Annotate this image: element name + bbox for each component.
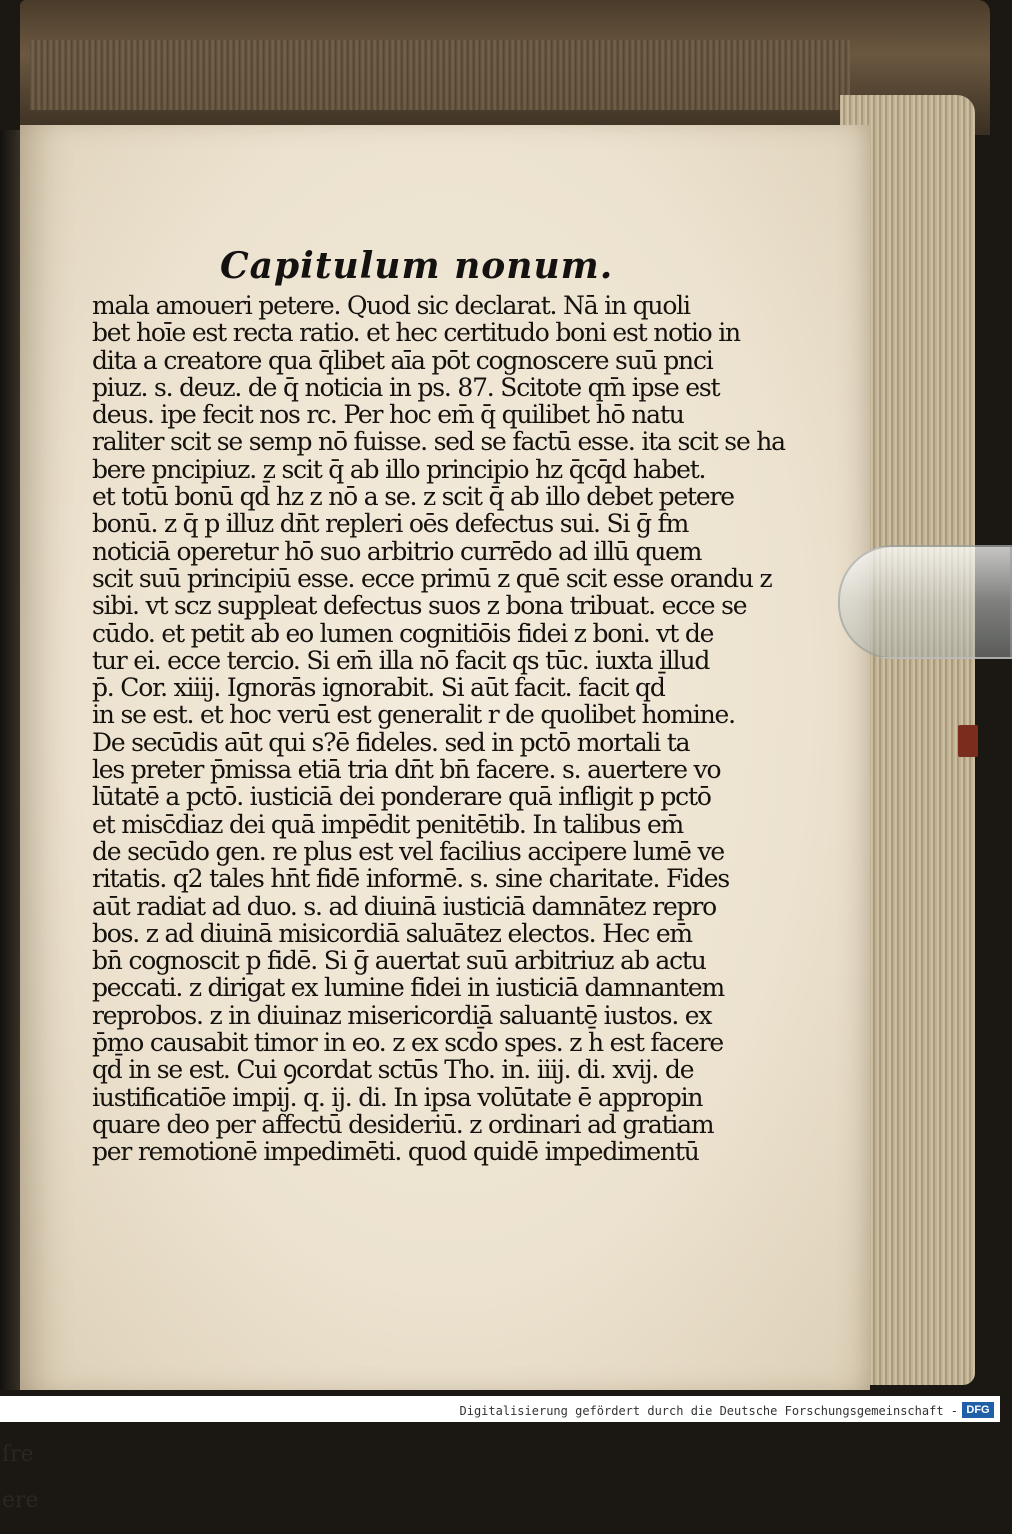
text-line: peccati. z dirigat ex lumine fidei in iusticiā damnantem	[92, 973, 725, 1003]
text-line: reprobos. z in diuinaz misericordiā saluantē iustos. ex	[92, 1000, 712, 1030]
text-line: iustificatiōe impij. q. ij. di. In ipsa volūtate ē appropin	[92, 1082, 703, 1112]
left-page-fragment: ſre	[2, 1442, 34, 1467]
text-line: lūtatē a pctō. iusticiā dei ponderare quā infligit p pctō	[92, 782, 711, 812]
text-line: bet hoīe est recta ratio. et hec certitudo boni est notio in	[92, 318, 740, 348]
text-line: mala amoueri petere. Quod sic declarat. Nā in quoli	[92, 291, 690, 320]
text-line: cūdo. et petit ab eo lumen cognitiōis fidei z boni. vt de	[92, 618, 714, 648]
text-line: p̄. Cor. xiiij. Ignorās ignorabit. Si aūt facit. facit qd̄	[92, 673, 665, 703]
text-line: et misc̄diaz dei quā impēdit penitētib. In talibus em̄	[92, 809, 684, 839]
text-line: p̄mo causabit timor in eo. z ex scd̄o spes. z h̄ est facere	[92, 1028, 723, 1058]
text-line: sibi. vt scz suppleat defectus suos z bona tribuat. ecce se	[92, 591, 747, 621]
left-page-fragment: ere	[2, 1488, 39, 1513]
text-line: bn̄ cognoscit p fidē. Si ḡ auertat suū arbitriuz ab actu	[92, 946, 706, 976]
body-text	[92, 291, 785, 1167]
text-line: ritatis. q2 tales hn̄t fidē informē. s. sine charitate. Fides	[92, 864, 729, 894]
text-line: scit suū principiū esse. ecce primū z quē scit esse orandu z	[92, 563, 772, 593]
text-line: de secūdo gen. re plus est vel facilius accipere lumē ve	[92, 836, 724, 866]
left-page-curl	[0, 130, 22, 1390]
text-line: noticiā operetur hō suo arbitrio currēdo ad illū quem	[92, 536, 702, 566]
text-line: quare deo per affectū desideriū. z ordinari ad gratiam	[92, 1109, 714, 1139]
text-line: bonū. z q̄ p illuz dn̄t repleri oēs defectus sui. Si ḡ fm	[92, 509, 689, 539]
text-line: in se est. et hoc verū est generalit r de quolibet homine.	[92, 700, 735, 730]
text-line: De secūdis aūt qui s?ē fideles. sed in pctō mortali ta	[92, 727, 690, 757]
text-line: raliter scit se semp nō fuisse. sed se factū esse. ita scit se ha	[92, 427, 785, 457]
page-holder-clip	[838, 545, 1012, 659]
text-line: les preter p̄missa etiā tria dn̄t bn̄ facere. s. auertere vo	[92, 755, 721, 785]
dfg-logo: DFG	[962, 1402, 994, 1418]
text-line: et totū bonū qd̄ hz z nō a se. z scit q̄ ab illo debet petere	[92, 482, 734, 512]
text-line: bos. z ad diuinā misicordiā saluātez electos. Hec em̄	[92, 918, 692, 948]
text-line: bere pncipiuz. z scit q̄ ab illo principio hz q̄cq̄d habet.	[92, 454, 706, 484]
book-headband	[30, 40, 850, 110]
footer-bar	[0, 1396, 1000, 1422]
text-line: deus. ipe fecit nos rc. Per hoc em̄ q̄ quilibet hō natu	[92, 400, 684, 430]
chapter-heading: Capitulum nonum.	[220, 245, 614, 287]
footer-credit: Digitalisierung gefördert durch die Deutsche Forschungsgemeinschaft -	[459, 1404, 958, 1418]
bookmark-tab	[958, 725, 978, 757]
text-line: qd̄ in se est. Cui ꝯcordat sctūs Tho. in. iiij. di. xvij. de	[92, 1055, 694, 1085]
text-line: dita a creatore qua q̄libet aīa pōt cognoscere suū pnci	[92, 345, 713, 375]
text-line: aūt radiat ad duo. s. ad diuinā iusticiā damnātez repro	[92, 891, 716, 921]
text-line: per remotionē impedimēti. quod quidē impedimentū	[92, 1137, 699, 1167]
text-line: tur ei. ecce tercio. Si em̄ illa nō facit qs tūc. iuxta illud	[92, 645, 710, 675]
text-line: piuz. s. deuz. de q̄ noticia in ps. 87. Scitote qm̄ ipse est	[92, 372, 720, 402]
